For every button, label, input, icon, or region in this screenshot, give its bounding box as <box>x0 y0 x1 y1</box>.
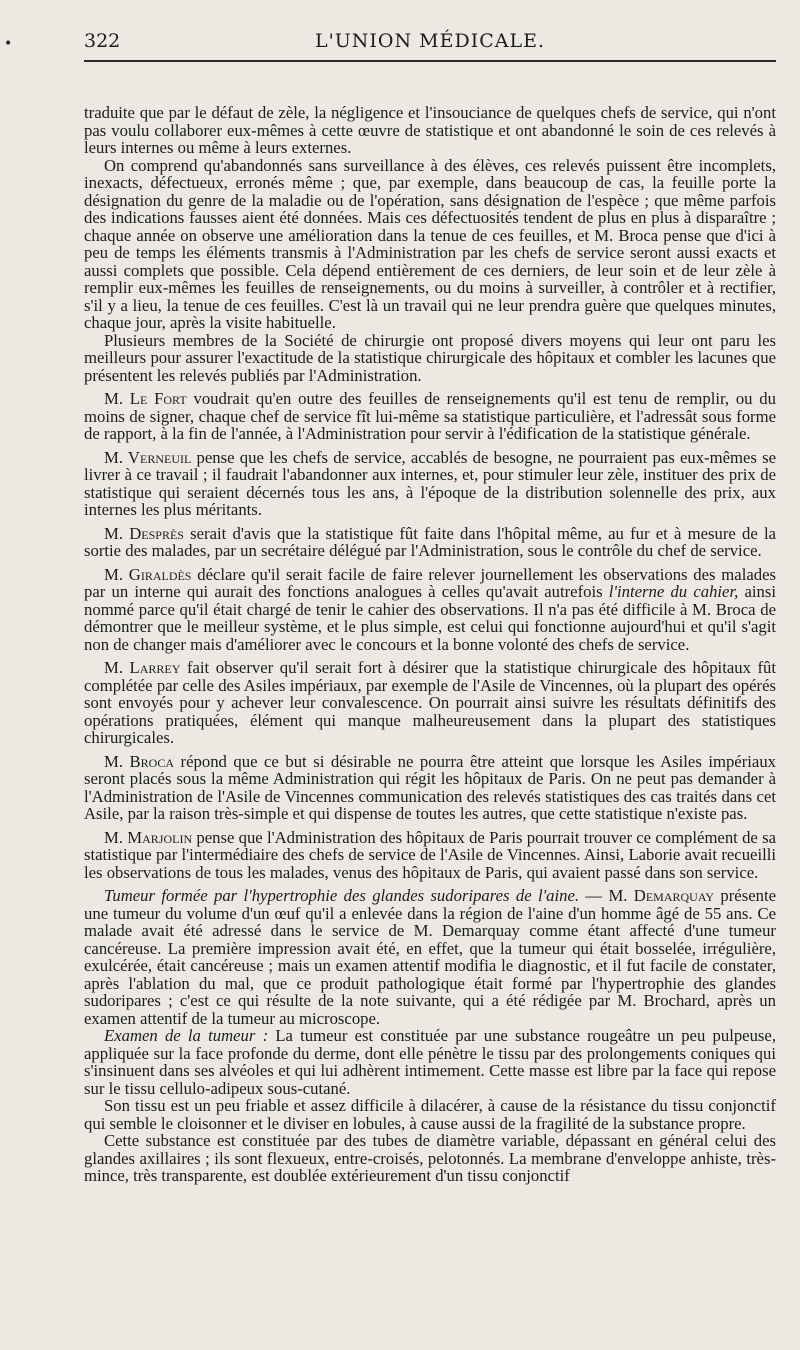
speaker-name: M. Verneuil <box>104 447 192 467</box>
paragraph: Tumeur formée par l'hypertrophie des glandes sudoripares de l'aine. — M. Demarquay présente une tumeur du volume d'un œuf qu'il a enlevée dans la région de l'aine d'un homme âgé de 55 ans. Ce malade avait été adressé dans le service de M. Demarquay comme étant affecté d'une tumeur cancéreuse. La première impression avait été, en effet, que la tumeur qui était bosselée, irrégulière, exulcérée, était cancéreuse ; mais un examen attentif modifia le diagnostic, et il fut facile de constater, après l'ablation du mal, que ce produit pathologique était formé par l'hypertrophie des glandes sudoripares ; c'est ce qui résulte de la note suivante, qui a été rédigée par M. Brochard, après un examen attentif de la tumeur au microscope. <box>84 886 776 1028</box>
paragraph: M. Desprès serait d'avis que la statistique fût faite dans l'hôpital même, au fur et à mesure de la sortie des malades, par un secrétaire délégué par l'Administration, sous le contrôle du chef de service. <box>84 523 776 560</box>
paragraph: Plusieurs membres de la Société de chirurgie ont proposé divers moyens qui leur ont paru les meilleurs pour assurer l'exactitude de la statistique chirurgicale des hôpitaux et combler les lacunes que présentent les relevés publiés par l'Administration. <box>84 330 776 385</box>
speaker-name: M. Broca <box>104 751 175 771</box>
italic-term: l'interne du cahier, <box>608 582 739 601</box>
running-head: L'UNION MÉDICALE. <box>314 30 546 52</box>
speaker-name: M. Desprès <box>104 523 184 543</box>
paragraph: M. Marjolin pense que l'Administration des hôpitaux de Paris pourrait trouver ce complément de sa statistique par l'intermédiaire des chefs de service de l'Asile de Vincennes. Ainsi, Laborie avait recueilli les observations de tous les malades, venus des hôpitaux de Paris, qui avaient passé dans son service. <box>84 827 776 882</box>
paragraph: Examen de la tumeur : La tumeur est constituée par une substance rougeâtre un peu pulpeuse, appliquée sur la face profonde du derme, dont elle pénètre le tissu par des prolongements coniques qui s'insinuent dans ses alvéoles et qui lui adhèrent intimement. Cette masse est libre par la face qui repose sur le tissu cellulo-adipeux sous-cutané. <box>84 1026 776 1098</box>
paragraph: M. Larrey fait observer qu'il serait fort à désirer que la statistique chirurgicale des hôpitaux fût complétée par celle des Asiles impériaux, par exemple de l'Asile de Vincennes, où la plupart des opérés sont envoyés pour y achever leur convalescence. On pourrait ainsi suivre les résultats définitifs des opérations pratiquées, élément qui manque malheureusement dans la plupart des statistiques chirurgicales. <box>84 658 776 747</box>
paragraph: M. Verneuil pense que les chefs de service, accablés de besogne, ne pourraient pas eux-mêmes se livrer à ce travail ; il faudrait l'abandonner aux internes, et, pour stimuler leur zèle, instituer des prix de statistique qui seraient décernés tous les ans, à l'époque de la distribution solennelle des prix, aux internes les plus méritants. <box>84 447 776 519</box>
margin-bullet: • <box>4 36 13 52</box>
paragraph: On comprend qu'abandonnés sans surveillance à des élèves, ces relevés puissent être incomplets, inexacts, défectueux, erronés même ; que, par exemple, dans beaucoup de cas, la feuille porte la désignation du genre de la maladie ou de l'opération, sans désignation de l'espèce ; que même parfois des indications fausses aient été données. Mais ces défectuosités tendent de plus en plus à disparaître ; chaque année on observe une amélioration dans la tenue de ces feuilles, et M. Broca pense que d'ici à peu de temps les éléments transmis à l'Administration par les chefs de service seront aussi exacts et aussi complets que possible. Cela dépend entièrement de ces derniers, de leur soin et de leur zèle à remplir eux-mêmes les feuilles de renseignements, ou du moins à surveiller, à contrôler et à rectifier, s'il y a lieu, la tenue de ces feuilles. C'est là un travail qui ne leur prendra guère que quelques minutes, chaque jour, après la visite habituelle. <box>84 155 776 332</box>
speaker-name: M. Le Fort <box>104 389 187 408</box>
paragraph: Son tissu est un peu friable et assez difficile à dilacérer, à cause de la résistance du tissu conjonctif qui semble le cloisonner et le diviser en lobules, à cause aussi de la fragilité de la substance propre. <box>84 1096 776 1133</box>
section-heading: Tumeur formée par l'hypertrophie des glandes sudoripares de l'aine. <box>104 886 580 905</box>
speaker-name: M. Larrey <box>104 658 181 677</box>
article-body <box>84 104 776 1185</box>
page-number: 322 <box>84 30 121 52</box>
paragraph: M. Broca répond que ce but si désirable ne pourra être atteint que lorsque les Asiles impériaux seront placés sous la même Administration qui régit les hôpitaux de Paris. On ne peut pas demander à l'Administration de l'Asile de Vincennes communication des relevés statistiques des cas traités dans cet Asile, par la raison très-simple et qui dispense de toutes les autres, que cette statistique n'existe pas. <box>84 751 777 823</box>
section-heading: Examen de la tumeur : <box>104 1026 269 1045</box>
paragraph: M. Le Fort voudrait qu'en outre des feuilles de renseignements qu'il est tenu de remplir, ou du moins de signer, chaque chef de service fît lui-même sa statistique particulière, et l'adressât sous forme de rapport, à la fin de l'année, à l'Administration pour servir à l'édification de la statistique générale. <box>84 389 776 443</box>
speaker-name: M. Giraldès <box>104 564 192 584</box>
paragraph: traduite que par le défaut de zèle, la négligence et l'insouciance de quelques chefs de service, qui n'ont pas voulu collaborer eux-mêmes à cette œuvre de statistique et ont abandonné le soin de ces relevés à leurs internes ou même à leurs externes. <box>84 103 776 157</box>
speaker-name: M. Demarquay <box>608 886 715 905</box>
paragraph: Cette substance est constituée par des tubes de diamètre variable, dépassant en général celui des glandes axillaires ; ils sont flexueux, entre-croisés, pelotonnés. La membrane d'enveloppe anhiste, très-mince, très transparente, est doublée extérieurement d'un tissu conjonctif <box>84 1131 776 1185</box>
paragraph: M. Giraldès déclare qu'il serait facile de faire relever journellement les observations des malades par un interne qui aurait des fonctions analogues à celles qu'avait autrefois l'interne du cahier, ainsi nommé parce qu'il était chargé de tenir le cahier des observations. Il n'a pas été difficile à M. Broca de démontrer que le meilleur système, et le plus simple, est celui qui fonctionne aujourd'hui et qu'il s'agit non de changer mais d'améliorer avec le concours et la bonne volonté des chefs de service. <box>84 564 776 654</box>
page-header <box>4 28 776 62</box>
speaker-name: M. Marjolin <box>104 827 193 847</box>
